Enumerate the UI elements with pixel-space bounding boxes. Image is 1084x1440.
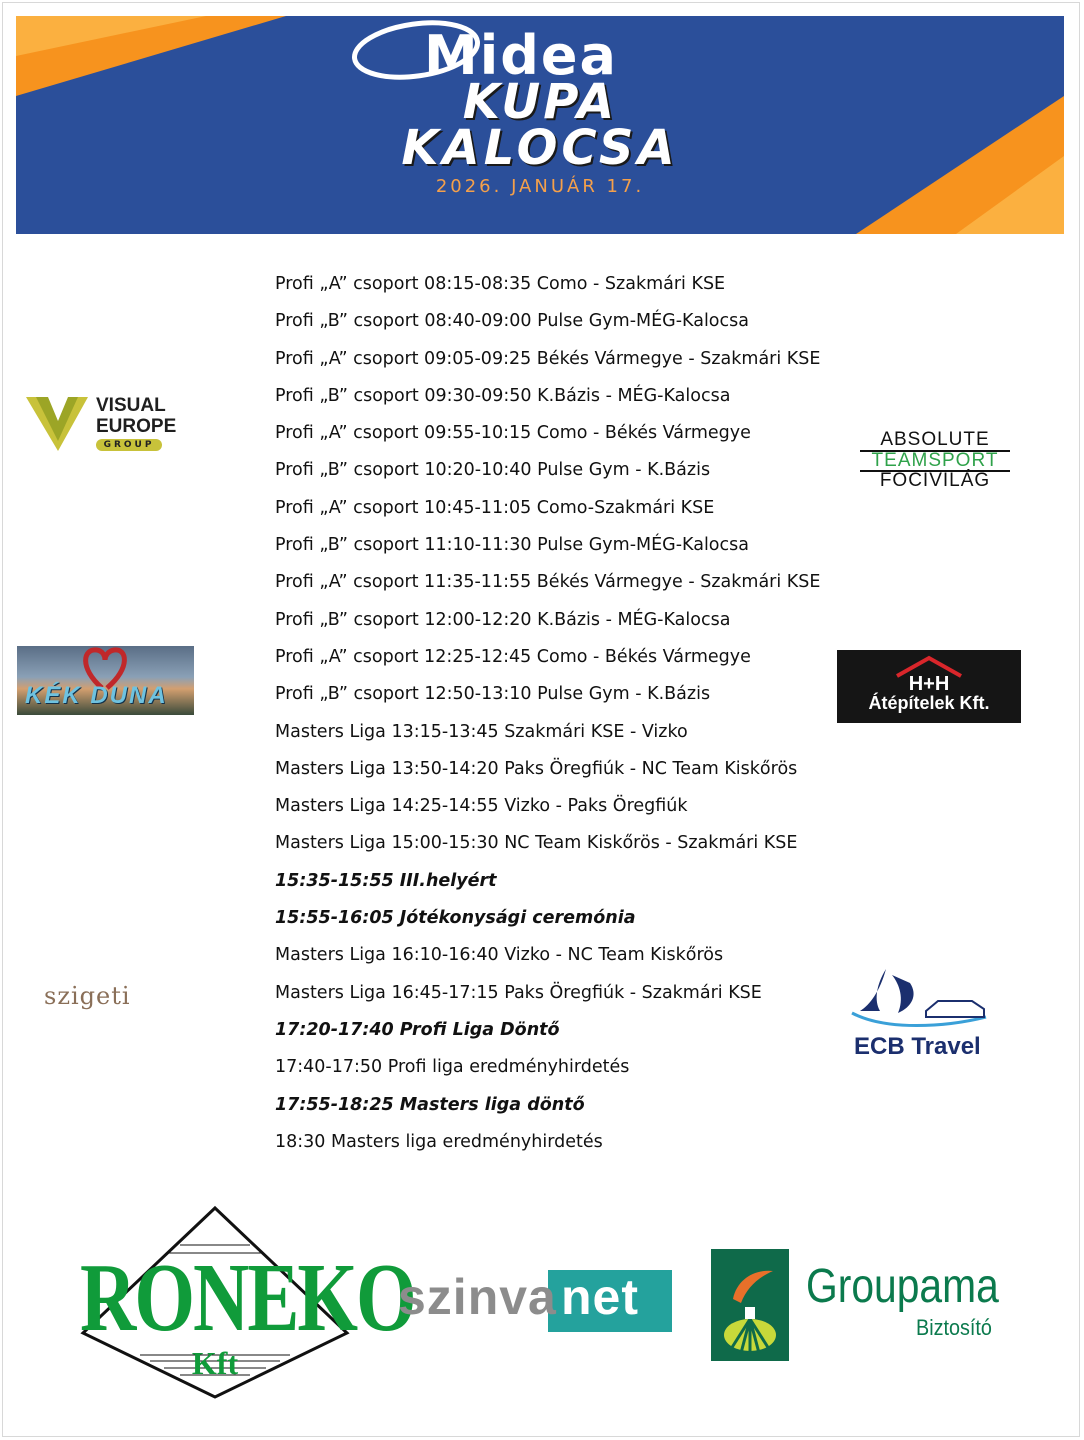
visual-europe-logo — [26, 395, 176, 455]
visual-europe-line1: VISUAL — [96, 395, 166, 416]
szigeti-name: szigeti — [44, 982, 131, 1010]
roneko-logo — [80, 1205, 415, 1400]
schedule-row: 17:40-17:50 Profi liga eredményhirdetés — [275, 1057, 630, 1078]
groupama-emblem-icon — [711, 1249, 789, 1361]
sailboat-car-icon — [846, 965, 991, 1035]
brand-logo: Midea — [424, 24, 618, 87]
roneko-name: RONEKO — [80, 1242, 415, 1351]
schedule-row: Profi „A” csoport 09:05-09:25 Békés Vármegye - Szakmári KSE — [275, 348, 821, 369]
event-date: 2026. JANUÁR 17. — [435, 176, 645, 197]
schedule-row: Profi „A” csoport 09:55-10:15 Como - Békés Vármegye — [275, 423, 751, 444]
schedule-row: Profi „B” csoport 12:50-13:10 Pulse Gym - K.Bázis — [275, 684, 711, 705]
svg-text:H+H: H+H — [908, 673, 950, 694]
schedule-row: 17:20-17:40 Profi Liga Döntő — [275, 1019, 560, 1040]
szigeti-logo — [44, 982, 169, 1022]
schedule-row: Masters Liga 14:25-14:55 Vizko - Paks Öregfiúk — [275, 796, 688, 817]
kek-duna-name: KÉK DUNA — [25, 682, 168, 709]
schedule-row: Masters Liga 16:10-16:40 Vizko - NC Team Kiskőrös — [275, 945, 724, 966]
visual-europe-line2: EUROPE — [96, 416, 177, 437]
title-line-2: KALOCSA — [401, 120, 679, 176]
schedule-row: Masters Liga 13:15-13:45 Szakmári KSE - Vizko — [275, 721, 688, 742]
ecb-travel-logo — [846, 965, 991, 1065]
ecb-travel-name: ECB Travel — [854, 1033, 981, 1060]
schedule-row: Profi „B” csoport 10:20-10:40 Pulse Gym - K.Bázis — [275, 460, 711, 481]
atepitelek-name: Átépítelek Kft. — [868, 693, 990, 713]
absolute-line2: TEAMSPORT — [871, 450, 999, 471]
schedule-row: Profi „A” csoport 12:25-12:45 Como - Békés Vármegye — [275, 646, 751, 667]
schedule-row: Profi „B” csoport 09:30-09:50 K.Bázis - MÉG-Kalocsa — [275, 385, 731, 406]
schedule-row: Profi „A” csoport 10:45-11:05 Como-Szakmári KSE — [275, 497, 715, 518]
groupama-logo — [711, 1249, 1001, 1361]
atepitelek-logo — [837, 650, 1021, 723]
absolute-teamsport-logo — [860, 430, 1010, 490]
schedule-row: Masters Liga 15:00-15:30 NC Team Kiskőrös - Szakmári KSE — [275, 833, 798, 854]
absolute-line1: ABSOLUTE — [860, 430, 1010, 452]
schedule-row: Masters Liga 13:50-14:20 Paks Öregfiúk - NC Team Kiskőrös — [275, 758, 798, 779]
schedule-row: 18:30 Masters liga eredményhirdetés — [275, 1131, 603, 1152]
roneko-suffix: Kft — [191, 1345, 239, 1381]
schedule-row: Profi „B” csoport 08:40-09:00 Pulse Gym-MÉG-Kalocsa — [275, 311, 749, 332]
header-banner — [16, 16, 1064, 234]
schedule-row: Masters Liga 16:45-17:15 Paks Öregfiúk - Szakmári KSE — [275, 982, 762, 1003]
schedule-row: 15:55-16:05 Jótékonysági ceremónia — [275, 908, 636, 929]
house-icon — [837, 650, 1021, 694]
groupama-name: Groupama — [806, 1260, 999, 1313]
kek-duna-logo — [17, 646, 194, 715]
schedule-row: Profi „A” csoport 08:15-08:35 Como - Szakmári KSE — [275, 274, 726, 294]
schedule-row: Profi „A” csoport 11:35-11:55 Békés Vármegye - Szakmári KSE — [275, 572, 821, 593]
match-schedule — [275, 273, 835, 1168]
szinvanet-right: net — [561, 1269, 639, 1325]
absolute-line3: FOCIVILÁG — [860, 470, 1010, 490]
schedule-row: 15:35-15:55 III.helyért — [275, 870, 497, 891]
szinvanet-left: szinva — [398, 1269, 557, 1325]
visual-europe-line3: GROUP — [96, 439, 162, 451]
schedule-row: 17:55-18:25 Masters liga döntő — [275, 1094, 585, 1115]
schedule-row: Profi „B” csoport 11:10-11:30 Pulse Gym-MÉG-Kalocsa — [275, 535, 749, 556]
groupama-emblem — [711, 1249, 789, 1361]
szinvanet-logo — [398, 1262, 674, 1336]
groupama-sub: Biztosító — [916, 1315, 992, 1340]
schedule-row: Profi „B” csoport 12:00-12:20 K.Bázis - MÉG-Kalocsa — [275, 609, 731, 630]
visual-europe-v-icon — [26, 395, 90, 453]
title-line-1: KUPA — [462, 74, 618, 130]
